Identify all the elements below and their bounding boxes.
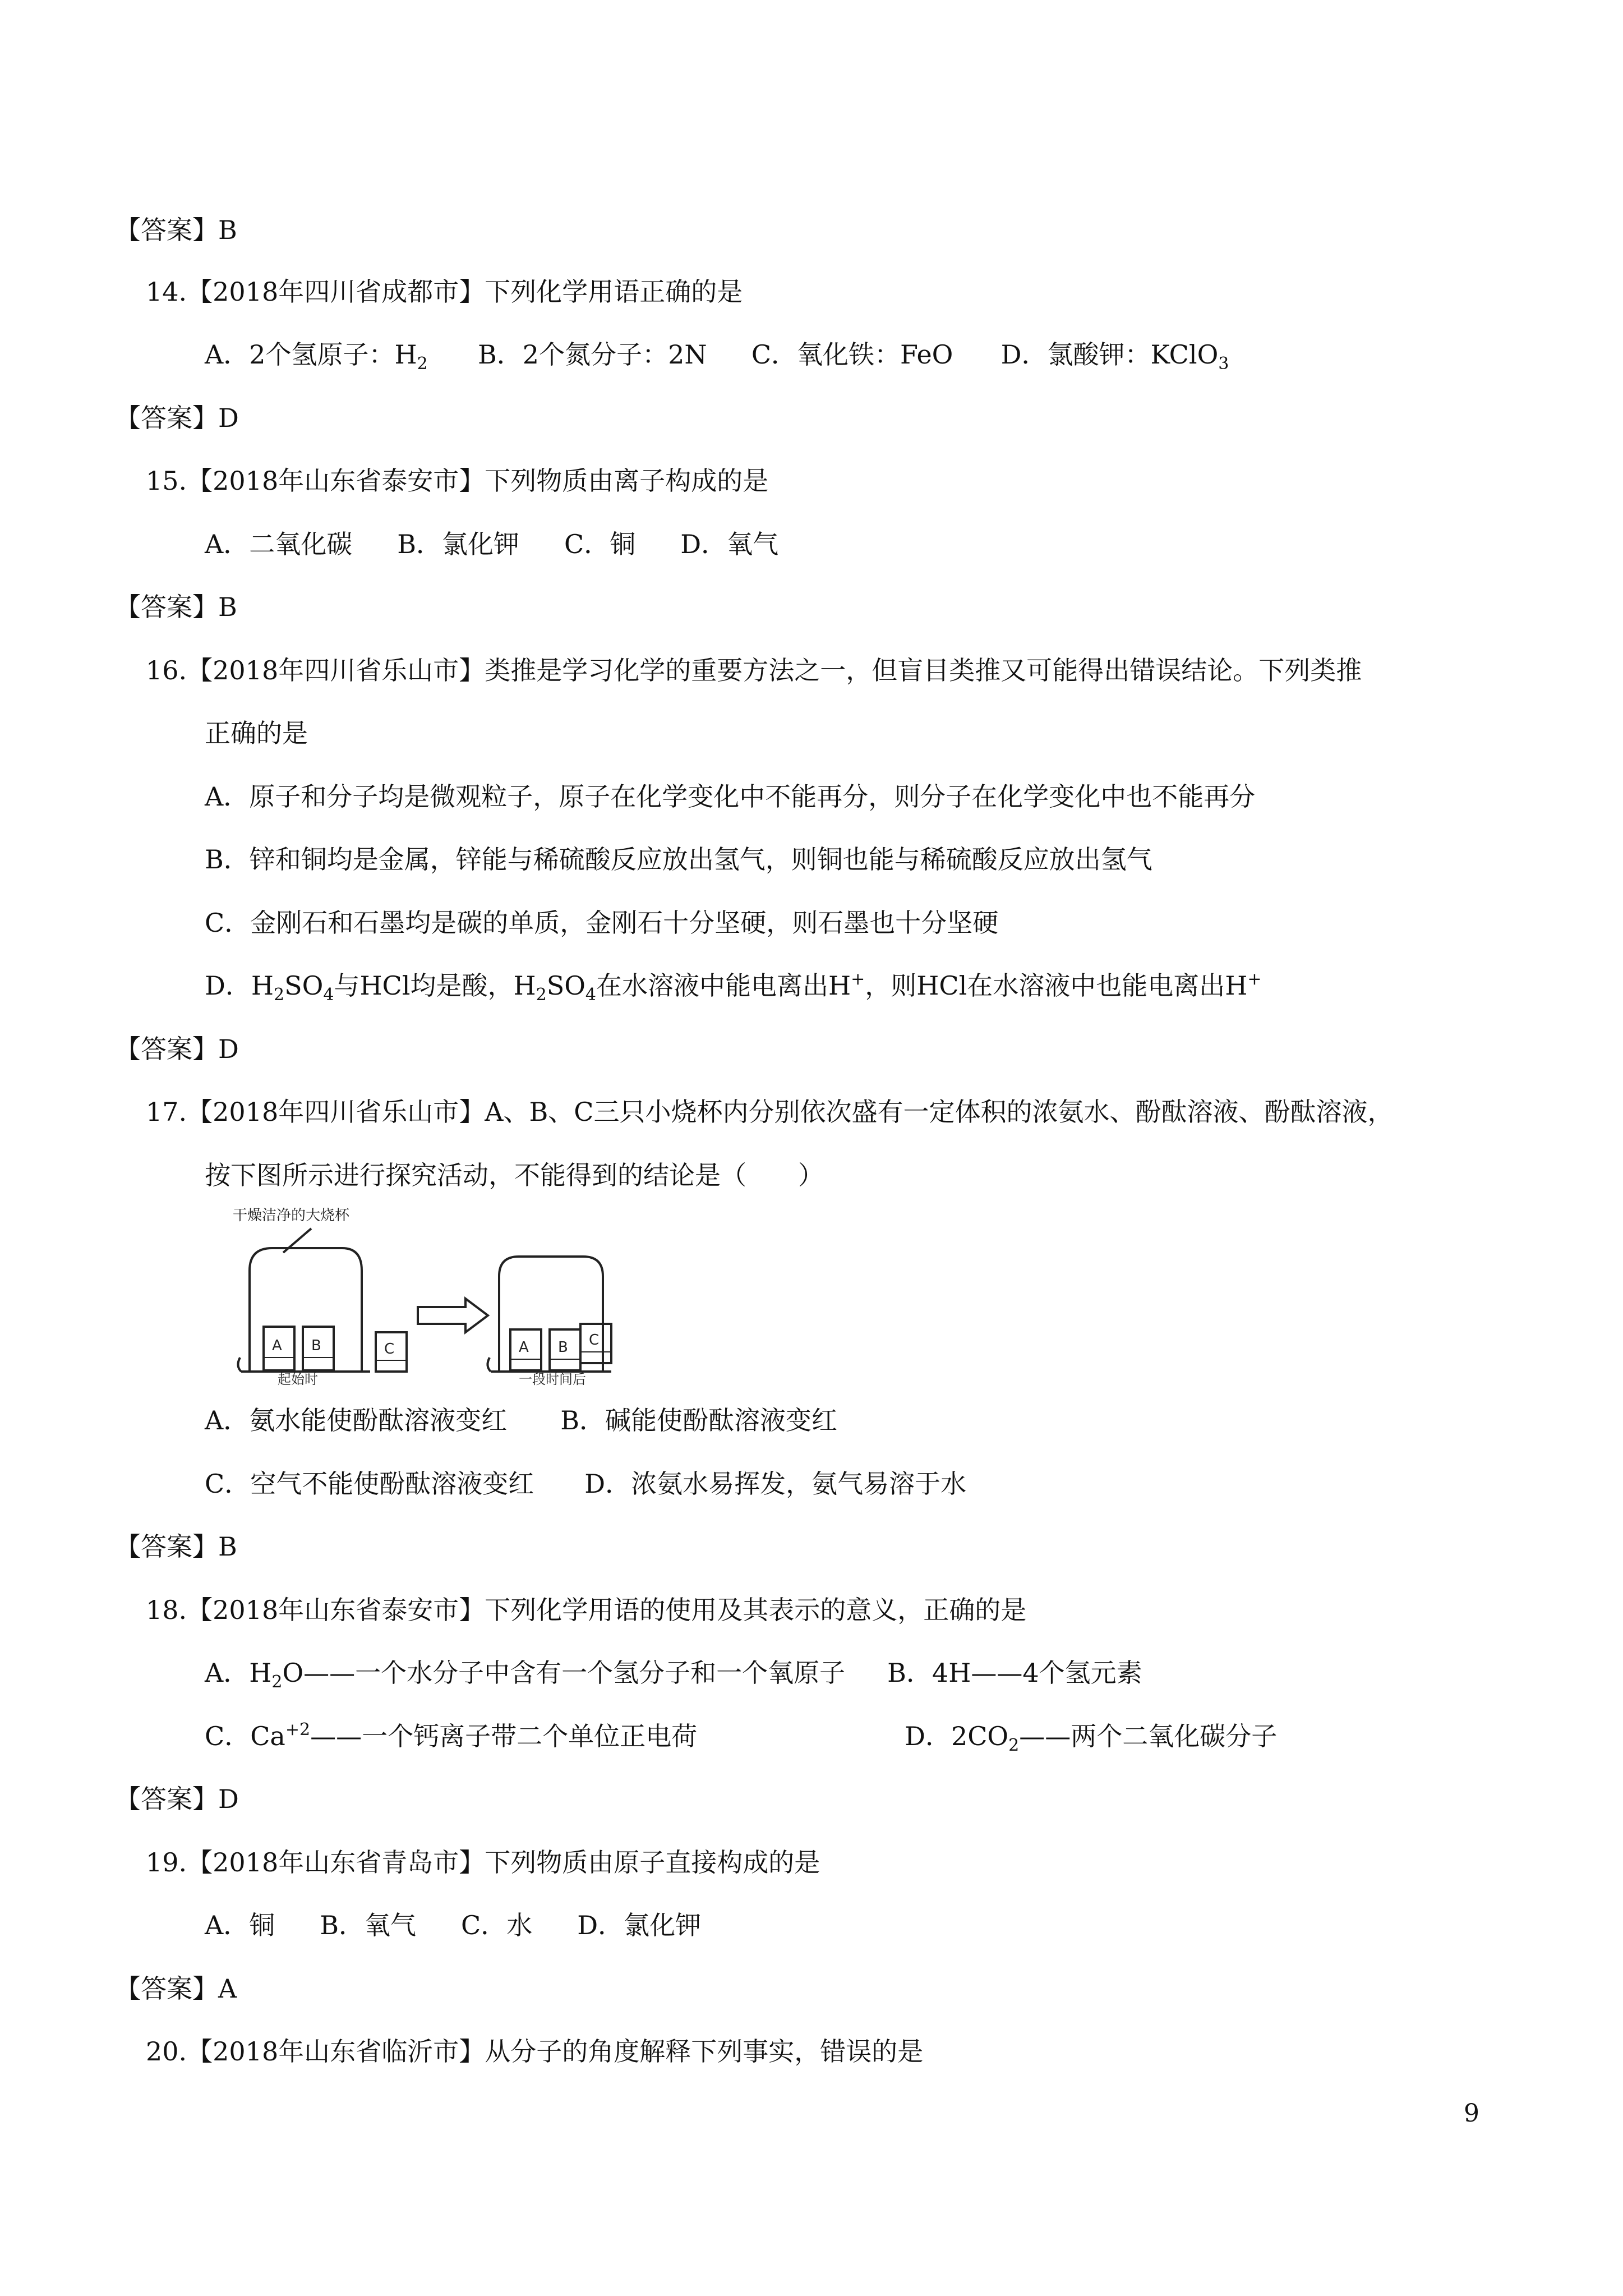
q17-options-row2 xyxy=(205,1467,966,1501)
answer-value: D xyxy=(218,1784,239,1814)
option-c: C．铜 xyxy=(564,529,636,559)
question-20 xyxy=(146,2035,923,2068)
question-16 xyxy=(146,654,1362,687)
question-stem: 下列物质由离子构成的是 xyxy=(485,466,769,496)
option-b: B．2个氮分子：2N xyxy=(477,339,707,370)
q17-options-row1 xyxy=(205,1404,837,1437)
answer-value: B xyxy=(218,592,237,622)
question-number: 20. xyxy=(146,2036,187,2067)
option-a: A．$H_2O——$一个水分子中含有一个氢分子和一个氧原子 xyxy=(205,1658,846,1692)
question-stem-line1: 类推是学习化学的重要方法之一，但盲目类推又可能得出错误结论。下列类推 xyxy=(485,655,1362,685)
option-d: D．浓氨水易挥发，氨气易溶于水 xyxy=(584,1469,967,1499)
option-a: A．2个氢原子：$H_2$ xyxy=(205,339,428,374)
question-source: 【2018年山东省泰安市】 xyxy=(187,466,485,496)
option-c: C．空气不能使酚酞溶液变红 xyxy=(205,1469,534,1499)
question-source: 【2018年山东省青岛市】 xyxy=(187,1847,485,1878)
arrow-icon xyxy=(418,1299,488,1332)
option-c: C．水 xyxy=(461,1910,533,1940)
question-17-line2 xyxy=(205,1158,824,1192)
q15-options xyxy=(205,527,778,561)
base-left-lip xyxy=(238,1358,241,1372)
answer-value: D xyxy=(218,403,239,433)
q18-options-row2 xyxy=(205,1719,1277,1753)
question-stem-line2: 正确的是 xyxy=(205,718,308,748)
beaker-c-label: C xyxy=(384,1341,395,1358)
question-number: 16. xyxy=(146,655,187,685)
answer-line-16: 【答案】D xyxy=(115,1034,239,1064)
question-stem: 从分子的角度解释下列事实，错误的是 xyxy=(485,2036,924,2067)
option-c: C．$Ca^{+2}——$一个钙离子带二个单位正电荷 xyxy=(205,1720,698,1751)
question-number: 19. xyxy=(146,1847,187,1878)
q18-options-row1 xyxy=(205,1656,1142,1690)
q14-options xyxy=(205,338,1229,374)
beaker-a-label: A xyxy=(272,1337,282,1354)
question-15 xyxy=(146,464,768,498)
question-source: 【2018年四川省成都市】 xyxy=(187,277,485,307)
option-a: A．二氧化碳 xyxy=(205,529,353,559)
q16-option-d: D．$H_2SO_4$与HCl均是酸，$H_2SO_4$在水溶液中能电离出H+，则HCl在水溶液中也能电离出H+ xyxy=(205,969,1262,1005)
question-18 xyxy=(146,1593,1026,1627)
question-14 xyxy=(146,275,743,309)
beaker-b-label-right: B xyxy=(558,1339,568,1356)
answer-line-15: 【答案】B xyxy=(115,592,237,622)
q16-option-a: A．原子和分子均是微观粒子，原子在化学变化中不能再分，则分子在化学变化中也不能再分 xyxy=(205,781,1256,812)
beaker-b-label: B xyxy=(311,1337,321,1354)
answer-value: B xyxy=(218,215,237,245)
caption-start: 起始时 xyxy=(278,1372,318,1386)
answer-line-18: 【答案】D xyxy=(115,1784,239,1814)
big-beaker-left xyxy=(250,1248,362,1372)
answer-line-13 xyxy=(115,213,237,247)
answer-line-17: 【答案】B xyxy=(115,1531,237,1562)
answer-line-14: 【答案】D xyxy=(115,403,239,433)
page-number: 9 xyxy=(1464,2099,1479,2128)
answer-value: B xyxy=(218,1531,237,1562)
question-number: 17. xyxy=(146,1097,187,1127)
option-a: A．氨水能使酚酞溶液变红 xyxy=(205,1405,508,1435)
question-stem: 下列物质由原子直接构成的是 xyxy=(485,1847,820,1878)
question-source: 【2018年四川省乐山市】 xyxy=(187,655,485,685)
question-stem-line2: 按下图所示进行探究活动，不能得到的结论是（ ） xyxy=(205,1160,824,1190)
option-d: D．氯酸钾：KClO$_3$ xyxy=(1000,339,1229,374)
option-d: D．氧气 xyxy=(680,529,779,559)
q19-options xyxy=(205,1908,701,1942)
question-number: 18. xyxy=(146,1595,187,1625)
option-b: B．4H——4个氢元素 xyxy=(887,1658,1142,1688)
beaker-a-label-right: A xyxy=(519,1339,529,1356)
option-d: D．$2CO_2——$两个二氧化碳分子 xyxy=(905,1721,1278,1755)
question-source: 【2018年山东省临沂市】 xyxy=(187,2036,485,2067)
question-stem: 下列化学用语的使用及其表示的意义，正确的是 xyxy=(485,1595,1027,1625)
question-19 xyxy=(146,1846,820,1879)
question-17 xyxy=(146,1095,1393,1129)
question-number: 15. xyxy=(146,466,187,496)
answer-prefix: 【答案】 xyxy=(115,215,218,245)
question-number: 14. xyxy=(146,277,187,307)
question-16-line2 xyxy=(205,716,308,750)
question-stem-line1: A、B、C三只小烧杯内分别依次盛有一定体积的浓氨水、酚酞溶液、酚酞溶液， xyxy=(485,1097,1394,1127)
caption-after: 一段时间后 xyxy=(519,1372,586,1386)
figure-top-label: 干燥洁净的大烧杯 xyxy=(233,1207,350,1224)
option-b: B．碱能使酚酞溶液变红 xyxy=(560,1405,838,1435)
option-b: B．氯化钾 xyxy=(397,529,520,559)
beaker-c-right xyxy=(578,1315,620,1372)
beaker-experiment-figure xyxy=(230,1203,623,1386)
question-stem: 下列化学用语正确的是 xyxy=(485,277,743,307)
option-c: C．氧化铁：FeO xyxy=(751,339,953,370)
option-b: B．氧气 xyxy=(320,1910,417,1940)
base-right-lip xyxy=(487,1358,491,1372)
option-a: A．铜 xyxy=(205,1910,275,1940)
answer-value: D xyxy=(218,1034,239,1064)
q16-option-b: B．锌和铜均是金属，锌能与稀硫酸反应放出氢气，则铜也能与稀硫酸反应放出氢气 xyxy=(205,844,1152,875)
question-source: 【2018年山东省泰安市】 xyxy=(187,1595,485,1625)
answer-line-19: 【答案】A xyxy=(115,1973,237,2004)
question-source: 【2018年四川省乐山市】 xyxy=(187,1097,485,1127)
answer-value: A xyxy=(218,1973,237,2004)
option-d: D．氯化钾 xyxy=(577,1910,702,1940)
q16-option-c: C．金刚石和石墨均是碳的单质，金刚石十分坚硬，则石墨也十分坚硬 xyxy=(205,908,999,938)
beaker-c-label-right: C xyxy=(589,1332,600,1349)
